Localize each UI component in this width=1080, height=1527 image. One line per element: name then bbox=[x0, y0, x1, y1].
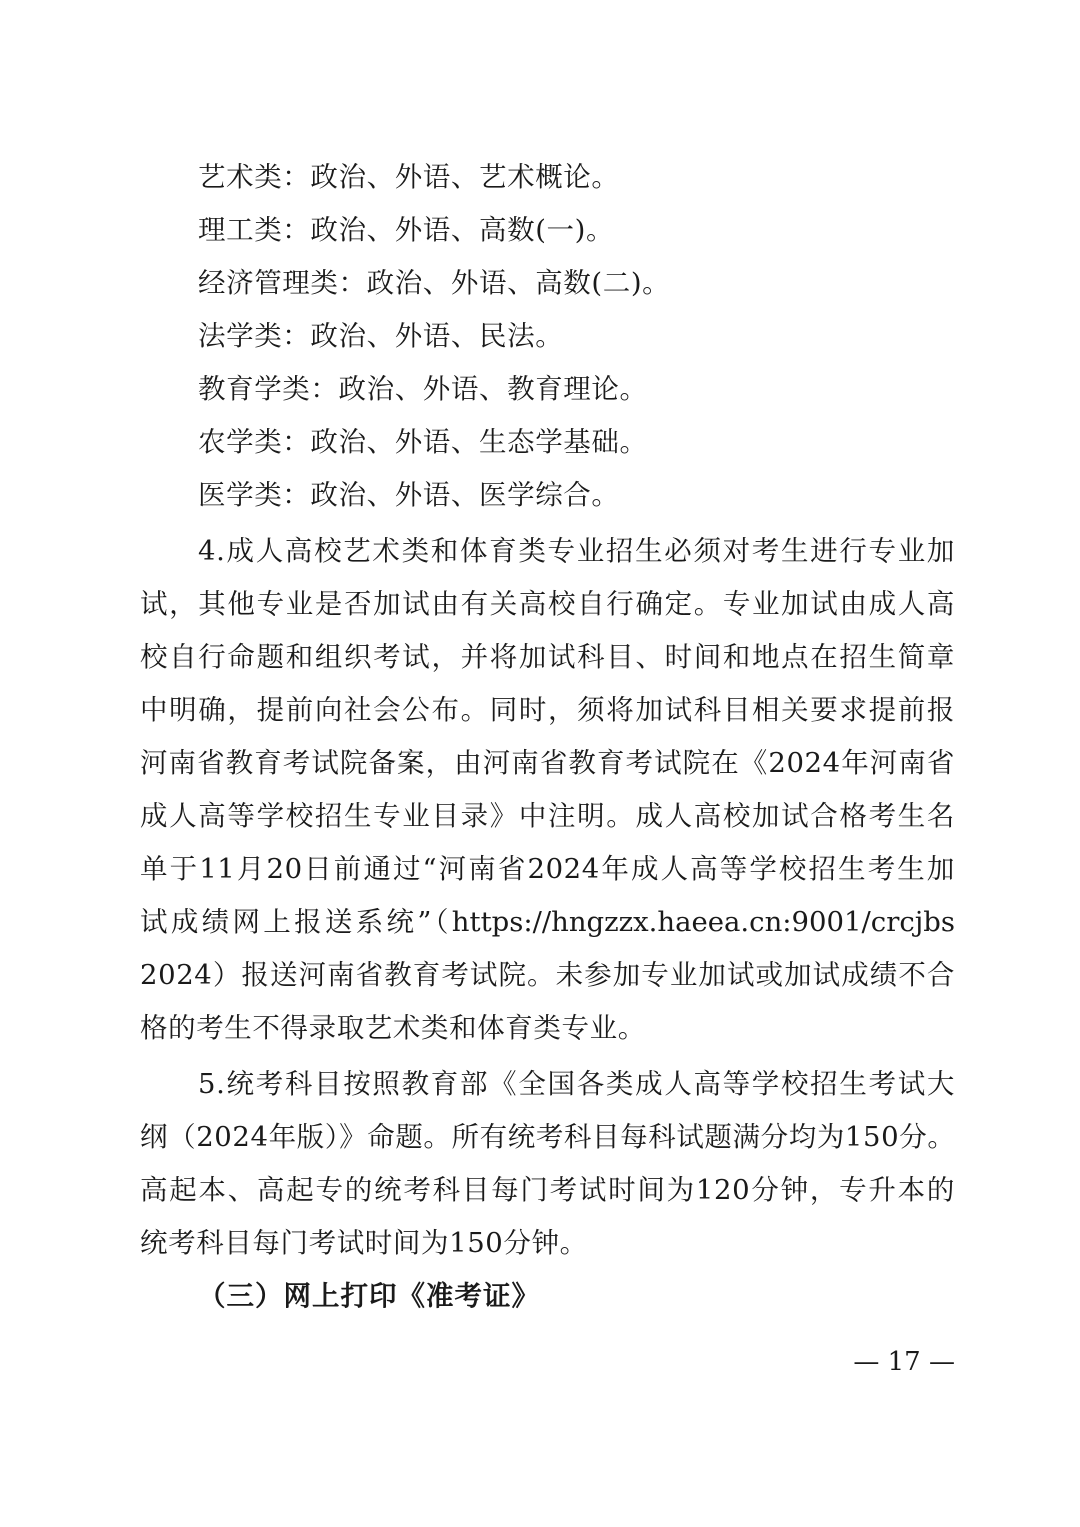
item4-line-6: 成人高等学校招生专业目录》中注明。成人高校加试合格考生名 bbox=[140, 800, 955, 832]
item5-line-2: 纲（2024年版）》命题。所有统考科目每科试题满分均为150分。 bbox=[140, 1121, 956, 1153]
category-art: 艺术类：政治、外语、艺术概论。 bbox=[198, 161, 620, 193]
category-medicine: 医学类：政治、外语、医学综合。 bbox=[198, 479, 620, 511]
item4-line-1: 4.成人高校艺术类和体育类专业招生必须对考生进行专业加 bbox=[198, 535, 955, 567]
section-heading: （三）网上打印《准考证》 bbox=[198, 1280, 540, 1312]
category-education: 教育学类：政治、外语、教育理论。 bbox=[198, 373, 648, 405]
item4-line-10: 格的考生不得录取艺术类和体育类专业。 bbox=[140, 1012, 646, 1044]
item4-line-4: 中明确，提前向社会公布。同时，须将加试科目相关要求提前报 bbox=[140, 694, 955, 726]
item4-line-2: 试，其他专业是否加试由有关高校自行确定。专业加试由成人高 bbox=[140, 588, 955, 620]
item4-line-5: 河南省教育考试院备案，由河南省教育考试院在《2024年河南省 bbox=[140, 747, 955, 779]
page-number: — 17 — bbox=[853, 1347, 955, 1377]
item4-line-9: 2024）报送河南省教育考试院。未参加专业加试或加试成绩不合 bbox=[140, 959, 955, 991]
item4-line-8-url: 试成绩网上报送系统”（https://hngzzx.haeea.cn:9001/crcjbs bbox=[140, 906, 955, 938]
category-law: 法学类：政治、外语、民法。 bbox=[198, 320, 564, 352]
item5-line-1: 5.统考科目按照教育部《全国各类成人高等学校招生考试大 bbox=[198, 1068, 955, 1100]
item5-line-3: 高起本、高起专的统考科目每门考试时间为120分钟，专升本的 bbox=[140, 1174, 955, 1206]
item4-line-7: 单于11月20日前通过“河南省2024年成人高等学校招生考生加 bbox=[140, 853, 955, 885]
category-science-engineering: 理工类：政治、外语、高数(一)。 bbox=[198, 214, 615, 246]
item4-line-3: 校自行命题和组织考试，并将加试科目、时间和地点在招生简章 bbox=[140, 641, 955, 673]
item5-line-4: 统考科目每门考试时间为150分钟。 bbox=[140, 1227, 588, 1259]
category-agriculture: 农学类：政治、外语、生态学基础。 bbox=[198, 426, 648, 458]
category-economics-management: 经济管理类：政治、外语、高数(二)。 bbox=[198, 267, 671, 299]
